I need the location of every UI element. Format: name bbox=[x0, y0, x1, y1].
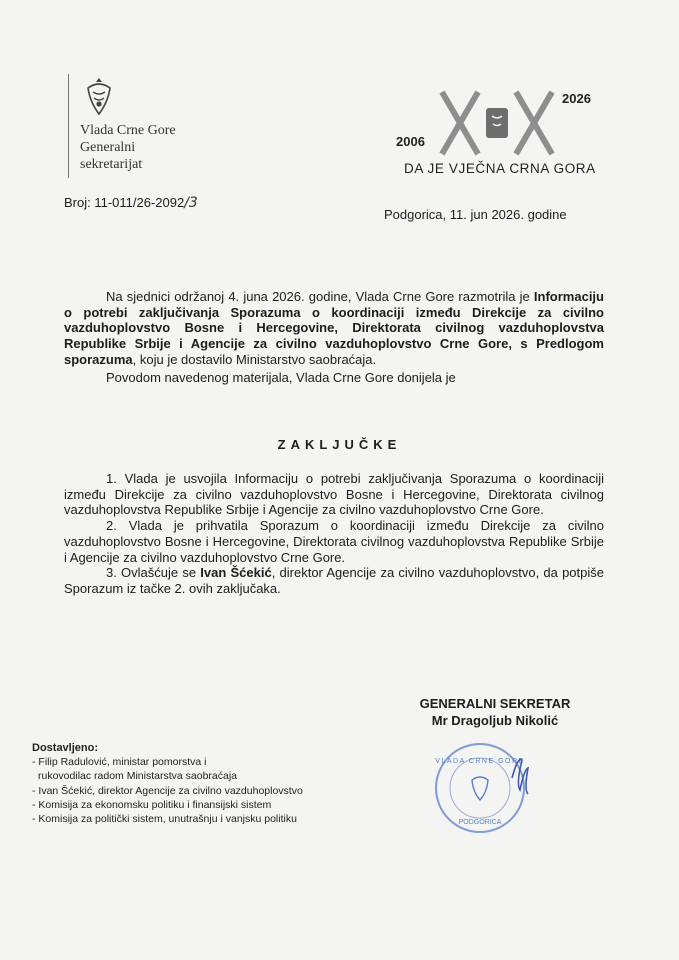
conclusion-2: 2. Vlada je prihvatila Sporazum o koordinaciji između Direkcije za civilno vazduhoplovstvo Bosne i Hercegovine, Direktorata civilnog vazduhoplovstva Republike Srbije i Agencije za civilno vazduhoplovstvo Crne Gore. bbox=[64, 518, 604, 565]
distribution-item: - Filip Radulović, ministar pomorstva i bbox=[32, 756, 207, 769]
distribution-title: Dostavljeno: bbox=[32, 742, 99, 754]
issuer-block bbox=[80, 122, 176, 173]
intro-text-b: , koju je dostavilo Ministarstvo saobraćaja. bbox=[132, 351, 377, 367]
conclusion-3-a: 3. Ovlašćuje se bbox=[106, 565, 201, 581]
reference-number bbox=[64, 195, 198, 211]
intro-text-bold: Informaciju o potrebi zaključivanja Sporazuma o koordinaciji između Direkcije za civilno vazduhoplovstvo Bosne i Hercegovine, Direktorata civilnog vazduhoplovstva Republike Srbije i Agencije za civilno vazduhoplovstvo Crne Gore, s Predlogom sporazuma bbox=[64, 289, 604, 367]
intro-paragraph bbox=[64, 289, 604, 385]
logo-year-right: 2026 bbox=[562, 91, 591, 106]
conclusion-3-name: Ivan Šćekić bbox=[200, 565, 272, 581]
logo-slogan: DA JE VJEČNA CRNA GORA bbox=[404, 161, 596, 176]
place-date: Podgorica, 11. jun 2026. godine bbox=[384, 207, 567, 222]
signatory-title: GENERALNI SEKRETAR bbox=[419, 696, 571, 711]
intro-text-a: Na sjednici održanoj 4. juna 2026. godine, Vlada Crne Gore razmotrila je bbox=[106, 289, 534, 304]
stamp-city: PODGORICA bbox=[458, 819, 502, 826]
distribution-item: - Komisija za politički sistem, unutrašnju i vanjsku politiku bbox=[32, 813, 297, 826]
signatory-block bbox=[380, 695, 610, 729]
conclusion-1: 1. Vlada je usvojila Informaciju o potrebi zaključivanja Sporazuma o koordinaciji između Direkcije za civilno vazduhoplovstvo Bosne i Hercegovine, Direktorata civilnog vazduhoplovstva Republike Srbije i Agencije za civilno vazduhoplovstvo Crne Gore. bbox=[64, 471, 604, 518]
reference-handwritten: /3 bbox=[184, 195, 198, 211]
logo-year-left: 2006 bbox=[396, 134, 425, 149]
conclusions-list bbox=[64, 471, 604, 597]
stamp-text: VLADA CRNE GORE bbox=[435, 758, 525, 765]
issuer-line-1: Vlada Crne Gore bbox=[80, 123, 176, 138]
issuer-line-2: Generalni bbox=[80, 140, 136, 155]
signatory-name: Mr Dragoljub Nikolić bbox=[431, 713, 559, 728]
distribution-item: - Komisija za ekonomsku politiku i finansijski sistem bbox=[32, 798, 272, 811]
conclusion-3 bbox=[64, 565, 604, 596]
coat-of-arms-icon bbox=[82, 76, 116, 118]
issuer-line-3: sekretarijat bbox=[80, 157, 143, 172]
intro-decision-line: Povodom navedenog materijala, Vlada Crne Gore donijela je bbox=[106, 369, 456, 385]
logo-emblem-icon bbox=[486, 108, 508, 138]
reference-printed: Broj: 11-011/26-2092 bbox=[64, 195, 185, 210]
stamp-emblem-icon bbox=[472, 777, 488, 800]
distribution-item: - Ivan Šćekić, direktor Agencije za civilno vazduhoplovstvo bbox=[32, 784, 303, 797]
official-stamp bbox=[430, 738, 530, 838]
distribution-list bbox=[32, 741, 303, 826]
distribution-item: rukovodilac radom Ministarstva saobraćaja bbox=[38, 770, 238, 783]
conclusion-3-b: , direktor Agencije za civilno vazduhoplovstvo, da potpiše Sporazum iz tačke 2. ovih zaključaka. bbox=[64, 565, 604, 596]
header-divider bbox=[68, 74, 69, 178]
section-heading: ZAKLJUČKE bbox=[277, 437, 402, 452]
